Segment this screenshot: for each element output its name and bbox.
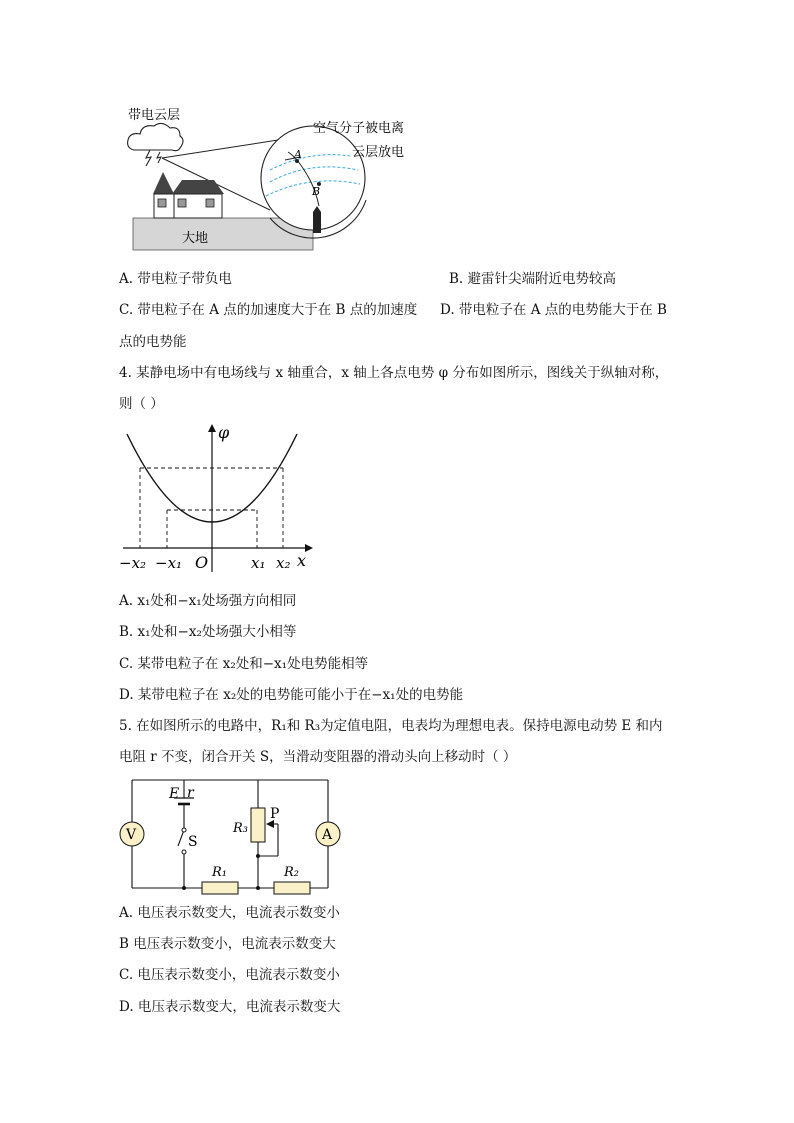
q5-stem-line1: 5. 在如图所示的电路中，R₁和 R₃为定值电阻，电表均为理想电表。保持电源电动势 E 和内: [119, 718, 663, 734]
q4-option-a: A. x₁处和−x₁处场强方向相同: [119, 593, 297, 609]
cloud-label: 带电云层: [128, 108, 181, 123]
tick-x1: x₁: [251, 554, 266, 572]
q3-option-d-continued: 点的电势能: [119, 334, 187, 350]
ground-label: 大地: [182, 231, 209, 246]
circuit-diagram: [118, 772, 348, 896]
ammeter-label: A: [322, 827, 333, 843]
cloud-icon: [128, 123, 183, 150]
q4-option-d: D. 某带电粒子在 x₂处的电势能可能小于在−x₁处的电势能: [119, 687, 464, 703]
battery-e-label: E: [169, 786, 180, 802]
house-icon: [172, 180, 224, 194]
q5-option-c: C. 电压表示数变小，电流表示数变小: [119, 967, 340, 983]
resistor-r2: [274, 882, 310, 894]
slider-label: P: [270, 806, 280, 822]
potential-graph: [115, 420, 315, 580]
battery-r-label: r: [187, 785, 194, 801]
x-axis-label: x: [297, 551, 307, 570]
tower-icon: [153, 172, 174, 194]
discharge-label: 云层放电: [352, 145, 405, 160]
switch-label: S: [188, 834, 198, 850]
voltmeter-label: V: [126, 827, 137, 843]
y-axis-label: φ: [218, 423, 230, 442]
q4-stem-line2: 则（ ）: [119, 396, 164, 412]
lightning-figure: [120, 100, 430, 260]
ionized-label: 空气分子被电离: [313, 121, 405, 136]
tick-neg-x2: −x₂: [119, 554, 147, 572]
tick-neg-x1: −x₁: [155, 554, 183, 572]
lightning-icon: [146, 150, 151, 166]
r3-label: R₃: [233, 821, 248, 836]
q4-option-c: C. 某带电粒子在 x₂处和−x₁处电势能相等: [119, 656, 369, 672]
q3-option-d: D. 带电粒子在 A 点的电势能大于在 B: [440, 302, 667, 318]
q4-stem-line1: 4. 某静电场中有电场线与 x 轴重合，x 轴上各点电势 φ 分布如图所示，图线关于纵轴对称，: [119, 365, 669, 381]
q4-option-b: B. x₁处和−x₂处场强大小相等: [119, 624, 297, 640]
q3-option-a: A. 带电粒子带负电: [119, 271, 232, 287]
r2-label: R₂: [284, 865, 299, 880]
q3-option-c: C. 带电粒子在 A 点的加速度大于在 B 点的加速度: [119, 302, 418, 318]
point-b-label: B: [312, 185, 321, 198]
origin-label: O: [195, 553, 209, 572]
point-a-label: A: [294, 148, 302, 161]
r1-label: R₁: [212, 865, 227, 880]
q5-option-b: B 电压表示数变小，电流表示数变大: [119, 936, 336, 952]
resistor-r3: [251, 808, 265, 842]
q5-stem-line2: 电阻 r 不变，闭合开关 S，当滑动变阻器的滑动头向上移动时（ ）: [119, 749, 517, 765]
q3-option-b: B. 避雷针尖端附近电势较高: [449, 271, 617, 287]
resistor-r1: [202, 882, 238, 894]
q5-option-a: A. 电压表示数变大，电流表示数变小: [119, 905, 340, 921]
q5-option-d: D. 电压表示数变大，电流表示数变大: [119, 999, 341, 1015]
tick-x2: x₂: [276, 554, 291, 572]
